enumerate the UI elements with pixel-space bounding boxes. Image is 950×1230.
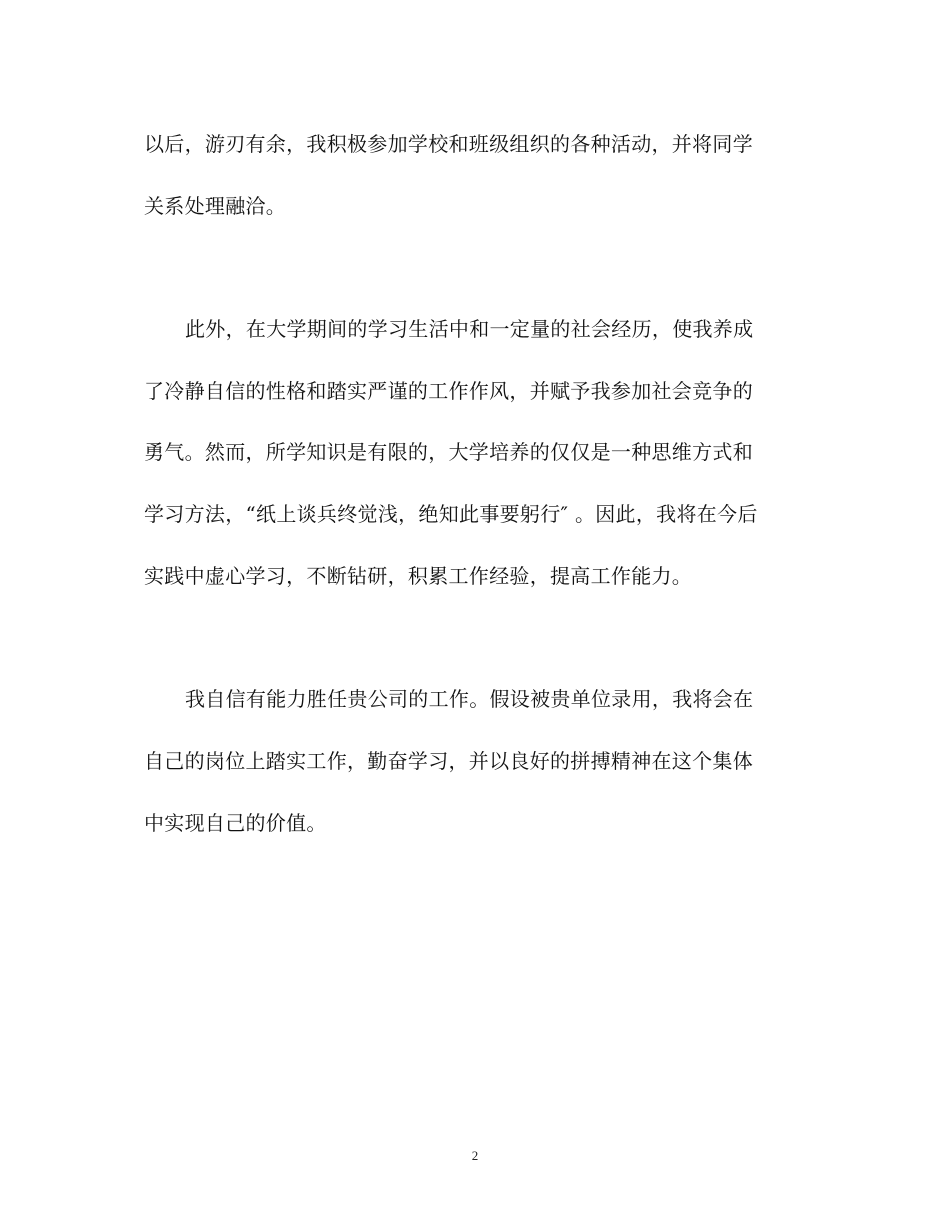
paragraph-line: 关系处理融洽。 <box>144 193 287 218</box>
paragraph-line: 学习方法，“纸上谈兵终觉浅，绝知此事要躬行″ 。因此，我将在今后 <box>144 502 758 527</box>
paragraph-spacer <box>144 237 816 299</box>
paragraph-2 <box>144 299 816 607</box>
paragraph-line: 自己的岗位上踏实工作，勤奋学习，并以良好的拼搏精神在这个集体 <box>144 748 753 773</box>
document-body <box>144 114 816 854</box>
paragraph-line: 中实现自己的价值。 <box>144 810 327 835</box>
paragraph-line: 了冷静自信的性格和踏实严谨的工作作风，并赋予我参加社会竞争的 <box>144 378 753 403</box>
paragraph-line: 勇气。然而，所学知识是有限的，大学培养的仅仅是一种思维方式和 <box>144 440 753 465</box>
paragraph-line: 实践中虚心学习，不断钻研，积累工作经验，提高工作能力。 <box>144 563 693 588</box>
paragraph-3 <box>144 669 816 854</box>
paragraph-1 <box>144 114 816 237</box>
page-number: 2 <box>471 1148 479 1163</box>
paragraph-line: 我自信有能力胜任贵公司的工作。假设被贵单位录用，我将会在 <box>185 687 754 712</box>
paragraph-line: 此外，在大学期间的学习生活中和一定量的社会经历，使我养成 <box>185 317 754 342</box>
paragraph-line: 以后，游刃有余，我积极参加学校和班级组织的各种活动，并将同学 <box>144 132 753 156</box>
paragraph-spacer <box>144 608 816 670</box>
